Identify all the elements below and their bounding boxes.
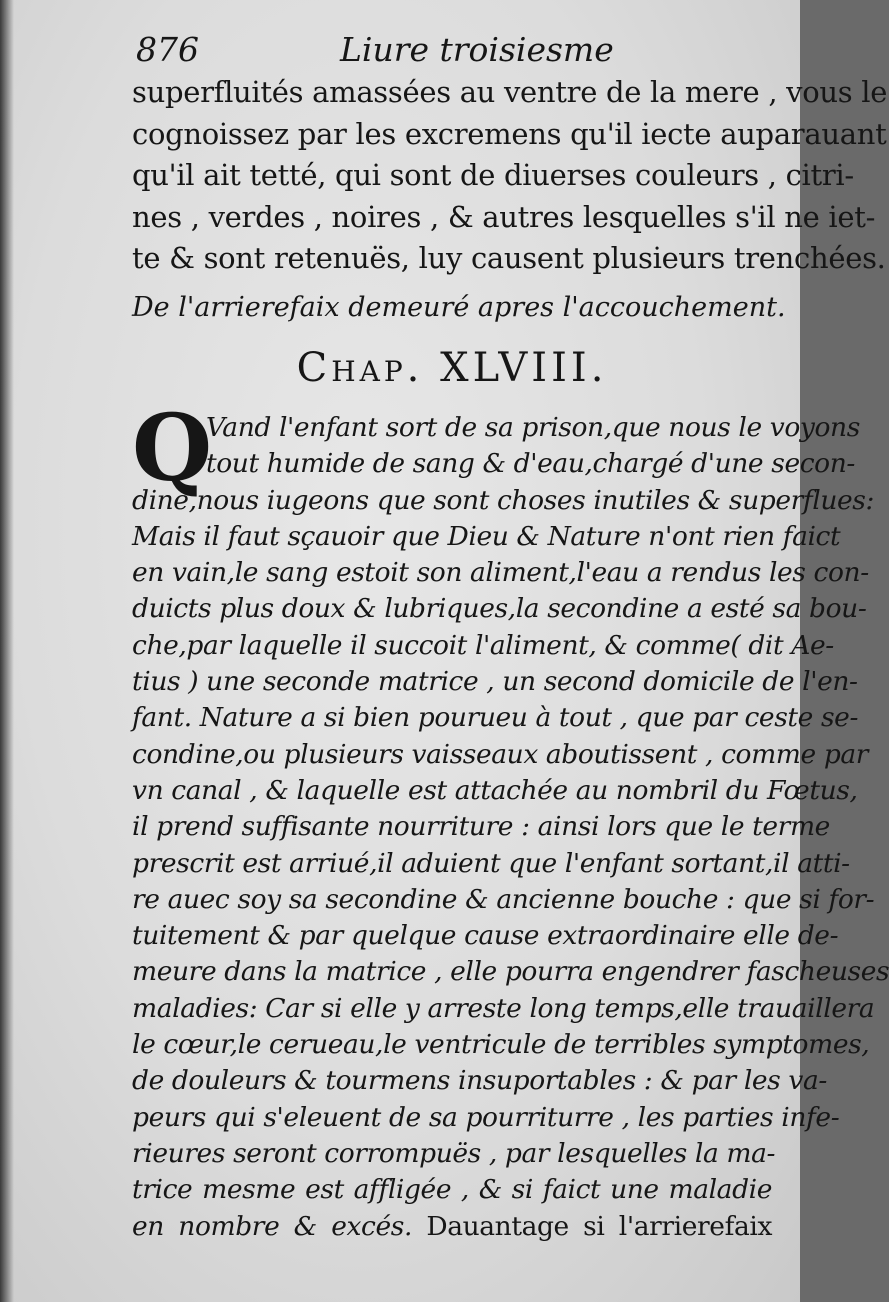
text-line: peurs qui s'eleuent de sa pourriturre , les parties infe-: [132, 1101, 840, 1133]
chapter-body: [132, 410, 889, 1245]
text-line: rieures seront corrompuës , par lesquelles la ma-: [132, 1137, 776, 1169]
text-line: tuitement & par quelque cause extraordinaire elle de-: [132, 920, 839, 952]
text-line: tout humide de sang & d'eau,chargé d'une secon-: [206, 448, 855, 480]
text-line: meure dans la matrice , elle pourra engendrer fascheuses: [132, 956, 889, 988]
text-line: superfluités amassées au ventre de la mere , vous le: [132, 75, 888, 109]
text-line: le cœur,le cerueau,le ventricule de terribles symptomes,: [132, 1029, 870, 1061]
page-number: 876: [136, 30, 199, 69]
binding-shadow: [0, 0, 14, 1302]
text-line: trice mesme est affligée , & si faict une maladie: [132, 1174, 772, 1206]
text-line: de douleurs & tourmens insuportables : & par les va-: [132, 1065, 827, 1097]
text-line: Mais il faut sçauoir que Dieu & Nature n'ont rien faict: [132, 520, 841, 552]
text-line: tius ) une seconde matrice , un second domicile de l'en-: [132, 666, 858, 698]
text-line: il prend suffisante nourriture : ainsi lors que le terme: [132, 811, 830, 843]
text-line: vn canal , & laquelle est attachée au nombril du Fœtus,: [132, 774, 858, 806]
text-line: Vand l'enfant sort de sa prison,que nous le voyons: [206, 412, 860, 443]
chapter-number: Chap. XLVIII.: [296, 345, 608, 391]
chapter-title: De l'arrierefaix demeuré apres l'accouchement.: [132, 292, 786, 323]
last-text-line: [132, 1209, 772, 1245]
text-line-italic: en nombre & excés.: [132, 1210, 412, 1242]
page-header: [132, 26, 772, 72]
text-line: re auec soy sa secondine & ancienne bouche : que si for-: [132, 883, 875, 915]
text-line: en vain,le sang estoit son aliment,l'eau a rendus les con-: [132, 557, 869, 589]
text-line: prescrit est arriué,il aduient que l'enfant sortant,il atti-: [132, 847, 850, 879]
continued-paragraph: [132, 72, 888, 280]
text-line: maladies: Car si elle y arreste long temps,elle trauaillera: [132, 992, 875, 1024]
text-line: cognoissez par les excremens qu'il iecte auparauant: [132, 116, 887, 151]
running-head: Liure troisiesme: [340, 30, 614, 69]
text-line: te & sont retenuës, luy causent plusieurs trenchées.: [132, 241, 886, 275]
text-line-roman: Dauantage si l'arrierefaix: [426, 1210, 772, 1242]
text-line: fant. Nature a si bien pourueu à tout , que par ceste se-: [132, 702, 858, 734]
text-line: duicts plus doux & lubriques,la secondine a esté sa bou-: [132, 593, 867, 625]
text-line: dine,nous iugeons que sont choses inutiles & superflues:: [132, 484, 875, 516]
drop-cap: Q: [132, 394, 213, 502]
text-line: nes , verdes , noires , & autres lesquelles s'il ne iet-: [132, 199, 876, 234]
text-line: condine,ou plusieurs vaisseaux aboutissent , comme par: [132, 738, 869, 770]
text-line: che,par laquelle il succoit l'aliment, & comme( dit Ae-: [132, 629, 834, 661]
text-line: qu'il ait tetté, qui sont de diuerses couleurs , citri-: [132, 158, 854, 192]
